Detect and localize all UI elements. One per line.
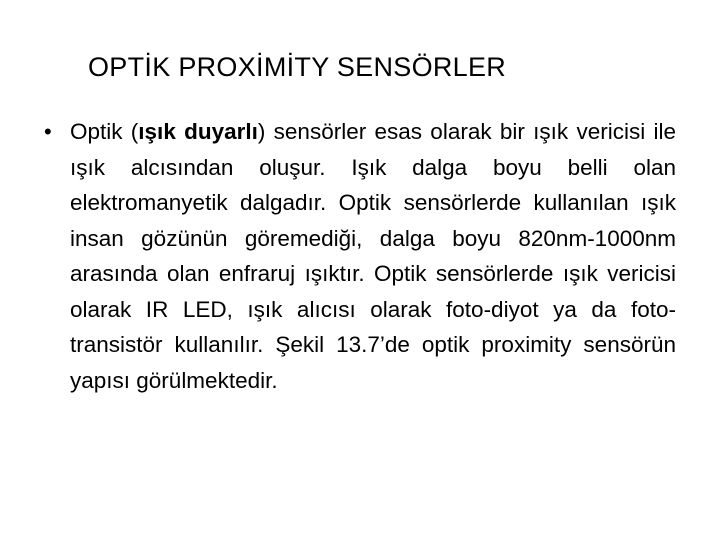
bullet-icon: • <box>44 119 52 144</box>
paragraph-text-start: Optik ( <box>70 119 139 144</box>
bullet-paragraph <box>70 114 676 398</box>
slide-title: OPTİK PROXİMİTY SENSÖRLER <box>88 52 507 82</box>
paragraph-bold-term: ışık duyarlı <box>138 119 258 144</box>
paragraph-text-rest: ) sensörler esas olarak bir ışık vericisi ile ışık alcısından oluşur. Işık dalga boyu belli olan elektromanyetik dalgadır. Optik sensörlerde kullanılan ışık insan gözünün göremediği, dalga boyu 820nm-1000nm arasında olan enfraruj ışıktır. Optik sensörlerde ışık vericisi olarak IR LED, ışık alıcısı olarak foto-diyot ya da foto-transistör kullanılır. Şekil 13.7’de optik proximity sensörün yapısı görülmektedir. <box>70 119 676 393</box>
bullet-item <box>44 114 676 398</box>
